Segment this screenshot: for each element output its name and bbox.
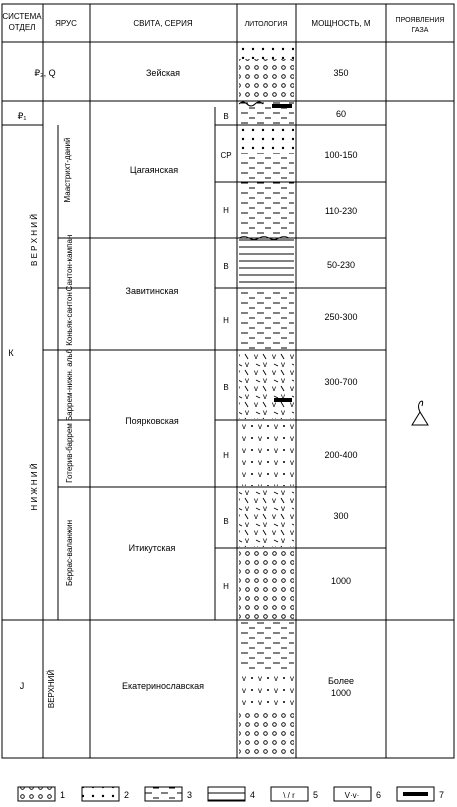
- thickness-value: 60: [335, 109, 347, 119]
- gas-show-icon: [412, 401, 428, 425]
- thickness-value: 50-230: [326, 260, 356, 270]
- system-paleocene: ₽₁: [17, 111, 27, 121]
- subdivision-label: Н: [223, 316, 229, 325]
- thickness-value: 1000: [330, 576, 352, 586]
- stage-hauterivian-barremian: Готерив-баррем: [65, 423, 74, 483]
- thickness-value: 350: [333, 68, 349, 78]
- legend-glyph: V·v·: [344, 791, 360, 800]
- thickness-value: 250-300: [324, 312, 358, 322]
- legend-label: 6: [376, 790, 382, 800]
- suite-poyarkov: Поярковская: [125, 416, 179, 426]
- subdivision-label: СР: [220, 151, 232, 160]
- header-suite: СВИТА, СЕРИЯ: [133, 19, 193, 28]
- thickness-value: 300-700: [324, 377, 358, 387]
- suite-itikut: Итикутская: [128, 543, 176, 553]
- department-upper-cretaceous: В Е Р Х Н И Й: [30, 214, 39, 266]
- header-thickness: МОЩНОСТЬ, М: [311, 19, 371, 28]
- stage-maastricht-danian: Маастрихт-даний: [63, 137, 72, 203]
- subdivision-label: Н: [223, 582, 229, 591]
- department-lower-cretaceous: Н И Ж Н И Й: [30, 463, 39, 511]
- legend-label: 4: [250, 790, 256, 800]
- legend-label: 7: [439, 790, 445, 800]
- subdivision-label: В: [223, 383, 229, 392]
- stage-coniacian-santonian: Коньяк-сантон: [65, 292, 74, 346]
- suite-tsagayan: Цагаянская: [129, 165, 179, 175]
- system-jurassic: J: [19, 681, 25, 691]
- system-cretaceous: К: [8, 348, 14, 358]
- lithology-column: [239, 43, 294, 757]
- system-paleogene-quaternary: ₽₂, Q: [34, 68, 56, 78]
- thickness-value: 100-150: [324, 150, 358, 160]
- subdivision-label: Н: [223, 206, 229, 215]
- suite-zeya: Зейская: [146, 68, 180, 78]
- header-stage: ЯРУС: [55, 19, 77, 28]
- subdivision-label: Н: [223, 451, 229, 460]
- legend-label: 5: [313, 790, 319, 800]
- legend-glyph: \ / r: [283, 791, 295, 800]
- header-row: [2, 12, 444, 34]
- header-gas-line2: ГАЗА: [411, 27, 429, 34]
- thickness-value: Более: [328, 676, 354, 686]
- stage-santonian-campanian: Сантон-кампан: [65, 234, 74, 292]
- header-department: ОТДЕЛ: [8, 23, 36, 32]
- header-system: СИСТЕМА: [2, 12, 42, 21]
- thickness-value: 200-400: [324, 450, 358, 460]
- header-gas-line1: ПРОЯВЛЕНИЯ: [395, 17, 445, 24]
- subdivision-label: В: [223, 517, 229, 526]
- stage-barremian-albian: Баррем-нижн. альб: [65, 348, 74, 422]
- suite-zavitin: Завитинская: [125, 286, 179, 296]
- legend-label: 3: [187, 790, 193, 800]
- stage-berriasian-valanginian: Беррас-валанжин: [65, 519, 74, 587]
- department-upper-jurassic: ВЕРХНИЙ: [47, 669, 56, 709]
- legend-label: 1: [60, 790, 66, 800]
- legend: [18, 787, 444, 801]
- suite-ekaterinoslav: Екатеринославская: [122, 681, 204, 691]
- thickness-value: 110-230: [324, 206, 358, 216]
- thickness-value: 300: [333, 511, 349, 521]
- legend-label: 2: [124, 790, 130, 800]
- subdivision-label: В: [223, 262, 229, 271]
- header-lithology: ЛИТОЛОГИЯ: [244, 21, 288, 28]
- thickness-value: 1000: [330, 688, 352, 698]
- subdivision-label: В: [223, 112, 229, 121]
